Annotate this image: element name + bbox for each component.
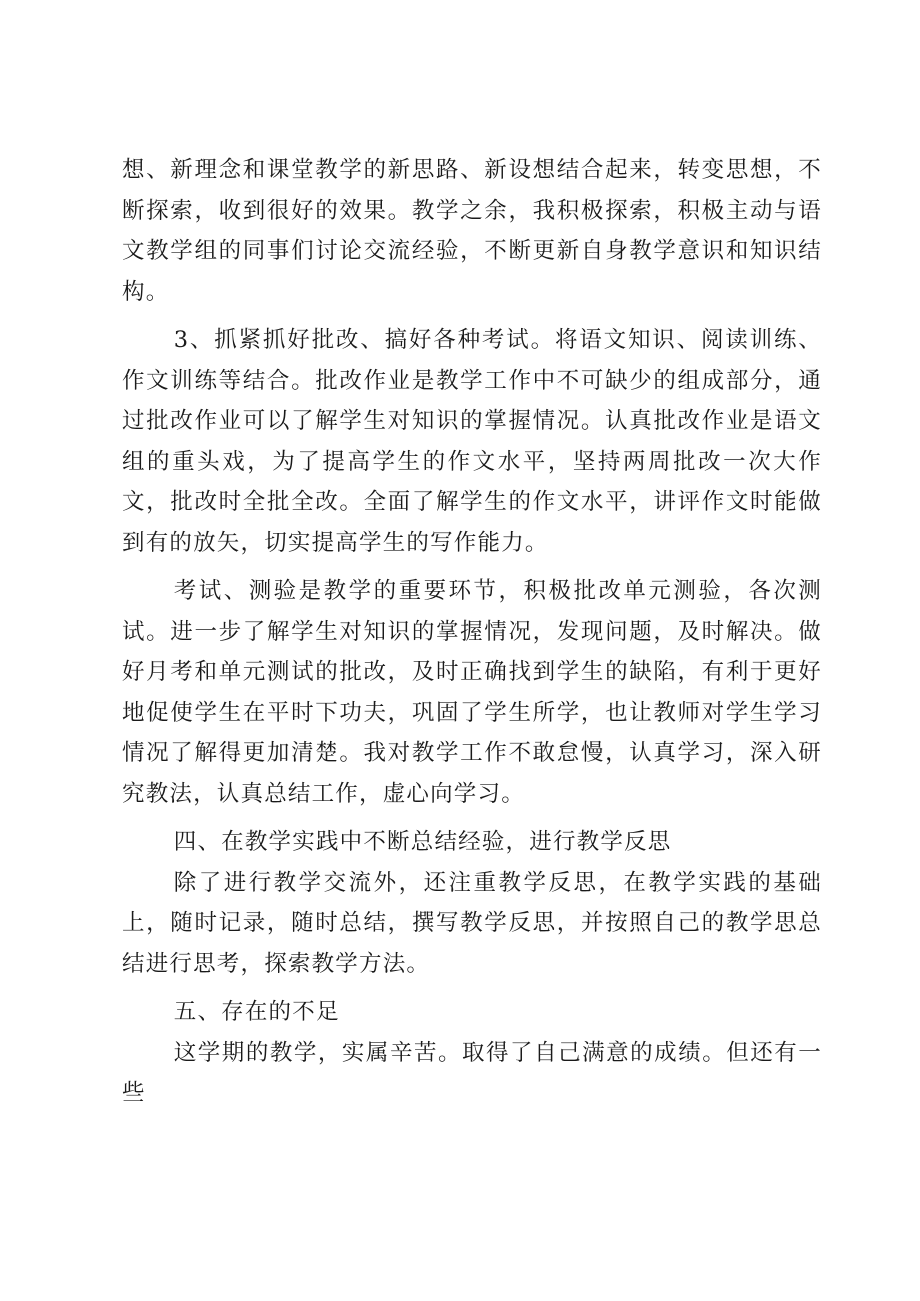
- paragraph-shortcomings: 这学期的教学，实属辛苦。取得了自己满意的成绩。但还有一些: [122, 1039, 822, 1106]
- paragraph-grading-exams: 3、抓紧抓好批改、搞好各种考试。将语文知识、阅读训练、作文训练等结合。批改作业是教学工作中不可缺少的组成部分，通过批改作业可以了解学生对知识的掌握情况。认真批改作业是语文组的重头戏，为了提高学生的作文水平，坚持两周批改一次大作文，批改时全批全改。全面了解学生的作文水平，讲评作文时能做到有的放矢，切实提高学生的写作能力。: [122, 327, 822, 556]
- section-heading-reflection: 四、在教学实践中不断总结经验，进行教学反思: [173, 829, 672, 855]
- section-heading-shortcomings: 五、存在的不足: [173, 999, 340, 1025]
- paragraph-reflection: 除了进行教学交流外，还注重教学反思，在教学实践的基础上，随时记录，随时总结，撰写教学反思，并按照自己的教学思总结进行思考，探索教学方法。: [122, 869, 822, 977]
- paragraph-continuation: 想、新理念和课堂教学的新思路、新设想结合起来，转变思想，不断探索，收到很好的效果。教学之余，我积极探索，积极主动与语文教学组的同事们讨论交流经验，不断更新自身教学意识和知识结构。: [122, 157, 822, 305]
- document-body: [122, 150, 822, 1114]
- paragraph-tests: 考试、测验是教学的重要环节，积极批改单元测验，各次测试。进一步了解学生对知识的掌握情况，发现问题，及时解决。做好月考和单元测试的批改，及时正确找到学生的缺陷，有利于更好地促使学生在平时下功夫，巩固了学生所学，也让教师对学生学习情况了解得更加清楚。我对教学工作不敢怠慢，认真学习，深入研究教法，认真总结工作，虚心向学习。: [122, 578, 822, 807]
